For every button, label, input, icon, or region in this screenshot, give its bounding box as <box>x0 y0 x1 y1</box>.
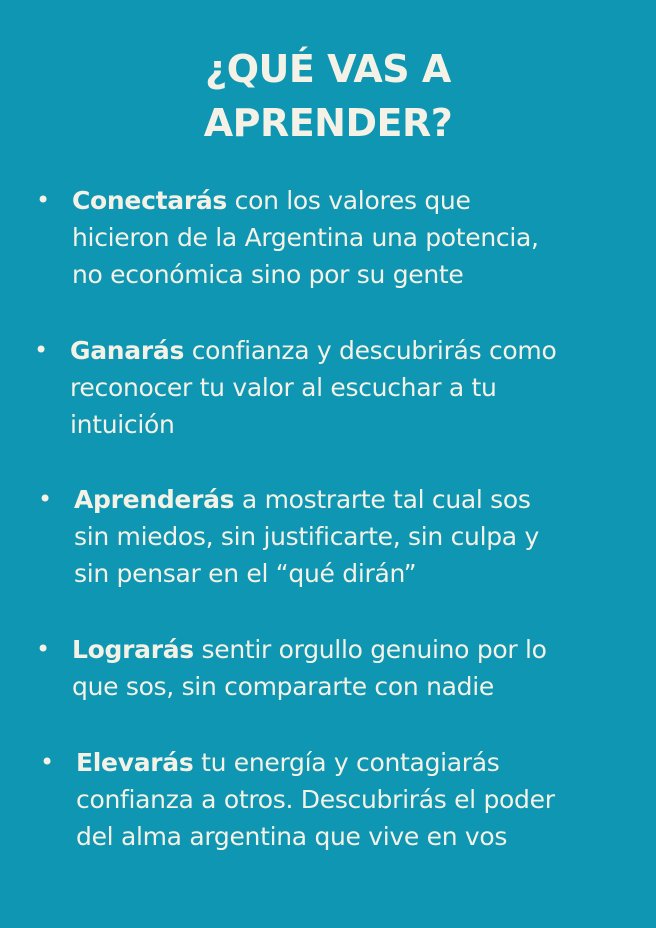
list-item-text: con los valores que <box>227 186 471 215</box>
list-item <box>34 332 557 443</box>
list-item-line <box>72 182 539 219</box>
list-item-text: confianza y descubrirás como <box>184 336 557 365</box>
bullet-icon: • <box>36 186 50 214</box>
page-title-line-1: ¿QUÉ VAS A <box>205 47 451 91</box>
list-item-line <box>70 332 556 369</box>
list-item <box>40 744 555 855</box>
list-item <box>36 182 539 293</box>
list-item-line <box>74 481 539 518</box>
list-item-line <box>72 631 547 668</box>
list-item-keyword: Aprenderás <box>74 485 235 514</box>
list-item-line: sin pensar en el “qué dirán” <box>74 559 417 588</box>
list-item-line: sin miedos, sin justificarte, sin culpa y <box>74 522 539 551</box>
list-item-line: reconocer tu valor al escuchar a tu <box>70 373 497 402</box>
list-item <box>36 631 547 705</box>
bullet-icon: • <box>34 336 48 364</box>
list-item-keyword: Lograrás <box>72 635 194 664</box>
list-item-line: no económica sino por su gente <box>72 260 464 289</box>
page-title-line-2: APRENDER? <box>203 101 453 145</box>
list-item-line: confianza a otros. Descubrirás el poder <box>76 785 555 814</box>
list-item-line: hicieron de la Argentina una potencia, <box>72 223 539 252</box>
list-item-line: intuición <box>70 410 175 439</box>
bullet-icon: • <box>38 485 52 513</box>
list-item-text: tu energía y contagiarás <box>193 748 500 777</box>
list-item <box>38 481 539 592</box>
list-item-line: del alma argentina que vive en vos <box>76 822 508 851</box>
page-title <box>0 42 656 150</box>
bullet-icon: • <box>36 635 50 663</box>
list-item-keyword: Ganarás <box>70 336 185 365</box>
list-item-text: sentir orgullo genuino por lo <box>193 635 547 664</box>
list-item-line <box>76 744 555 781</box>
list-item-line: que sos, sin compararte con nadie <box>72 672 494 701</box>
bullet-icon: • <box>40 748 54 776</box>
list-item-keyword: Elevarás <box>76 748 194 777</box>
list-item-text: a mostrarte tal cual sos <box>234 485 531 514</box>
list-item-keyword: Conectarás <box>72 186 227 215</box>
